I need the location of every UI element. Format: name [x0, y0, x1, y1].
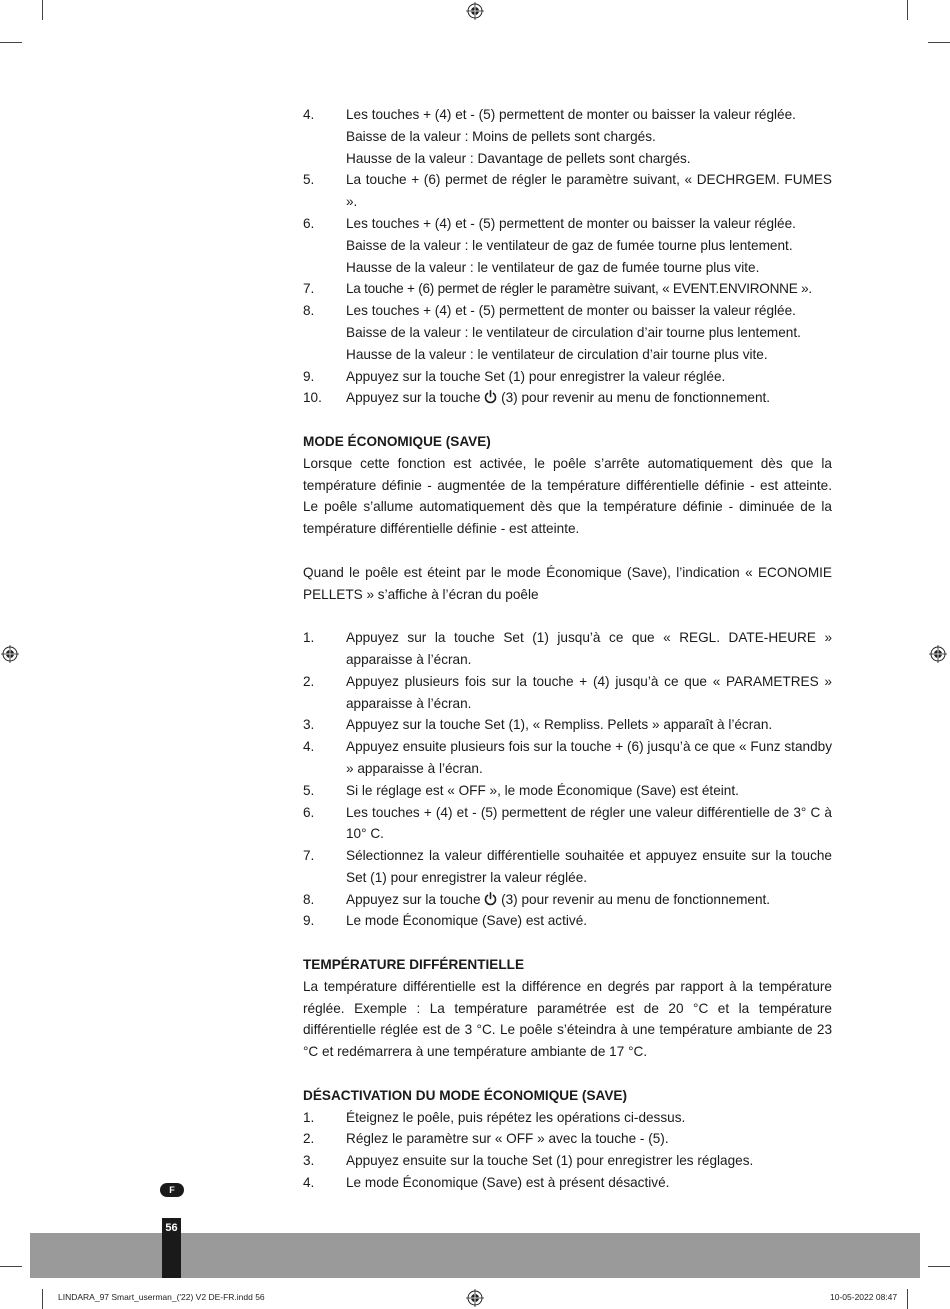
- list-item: [303, 780, 832, 802]
- step-line: Les touches + (4) et - (5) permettent de monter ou baisser la valeur réglée.: [346, 303, 796, 319]
- step-line: Baisse de la valeur : le ventilateur de gaz de fumée tourne plus lentement.: [346, 237, 793, 253]
- section-paragraph: La température différentielle est la différence en degrés par rapport à la température réglée. Exemple : La température paramétrée est de 20 °C et la température différentielle réglée est de 3 °C. Le poêle s’éteindra à une température ambiante de 23 °C et redémarrera à une température ambiante de 17 °C.: [303, 978, 832, 1060]
- list-item: [303, 1128, 832, 1150]
- step-text: Appuyez ensuite sur la touche Set (1) pour enregistrer les réglages.: [346, 1153, 754, 1169]
- crop-mark: [42, 1289, 43, 1309]
- step-text: [346, 104, 832, 169]
- step-text: [346, 889, 832, 911]
- section-heading: TEMPÉRATURE DIFFÉRENTIELLE: [303, 957, 525, 973]
- step-text: Appuyez sur la touche Set (1) jusqu’à ce que « REGL. DATE-HEURE » apparaisse à l’écran.: [346, 630, 832, 667]
- step-number: 8.: [303, 303, 315, 319]
- list-item: [303, 387, 832, 409]
- crop-mark: [928, 1266, 950, 1267]
- step-text-part: (3) pour revenir au menu de fonctionnement.: [497, 891, 771, 907]
- step-text: Les touches + (4) et - (5) permettent de régler une valeur différentielle de 3° C à 10° C.: [346, 804, 832, 842]
- step-text: Appuyez sur la touche Set (1), « Rempliss. Pellets » apparaît à l’écran.: [346, 717, 773, 733]
- step-number: 2.: [303, 673, 315, 689]
- step-text: Appuyez ensuite plusieurs fois sur la touche + (6) jusqu’à ce que « Funz standby » apparaisse à l’écran.: [346, 739, 832, 776]
- list-item: [303, 169, 832, 213]
- step-text-part: Appuyez sur la touche: [346, 390, 485, 406]
- step-number: 6.: [303, 215, 315, 231]
- registration-mark-icon: [466, 1289, 484, 1307]
- step-text: Le mode Économique (Save) est activé.: [346, 913, 588, 929]
- list-item: [303, 802, 832, 846]
- step-text: [346, 300, 832, 365]
- list-item: [303, 671, 832, 715]
- step-line: Les touches + (4) et - (5) permettent de monter ou baisser la valeur réglée.: [346, 215, 796, 231]
- step-number: 5.: [303, 782, 315, 798]
- crop-mark: [0, 42, 22, 43]
- step-line: Hausse de la valeur : Davantage de pellets sont chargés.: [346, 150, 691, 166]
- section-paragraph: Lorsque cette fonction est activée, le poêle s’arrête automatiquement dès que la température définie - augmentée de la température différentielle définie - est atteinte. Le poêle s’allume automatiquement dès que la température définie - diminuée de la température différentielle définie - est atteinte.: [303, 455, 832, 537]
- step-text: La touche + (6) permet de régler le paramètre suivant, « DECHRGEM. FUMES ».: [346, 172, 832, 210]
- step-number: 8.: [303, 891, 315, 907]
- list-item: [303, 366, 832, 388]
- step-number: 9.: [303, 913, 315, 929]
- crop-mark: [907, 0, 908, 20]
- crop-mark: [0, 1266, 22, 1267]
- step-number: 2.: [303, 1131, 315, 1147]
- step-number: 4.: [303, 107, 315, 122]
- step-line: Les touches + (4) et - (5) permettent de monter ou baisser la valeur réglée.: [346, 107, 796, 122]
- step-number: 5.: [303, 172, 315, 188]
- step-text: Appuyez sur la touche Set (1) pour enregistrer la valeur réglée.: [346, 368, 726, 384]
- list-item: [303, 845, 832, 889]
- step-number: 1.: [303, 630, 315, 646]
- step-text: Sélectionnez la valeur différentielle souhaitée et appuyez ensuite sur la touche Set (1) pour enregistrer la valeur réglée.: [346, 848, 832, 885]
- language-badge: F: [160, 1183, 184, 1197]
- step-text: Le mode Économique (Save) est à présent désactivé.: [346, 1175, 670, 1191]
- power-icon: [484, 390, 497, 404]
- page-number: 56: [162, 1218, 181, 1278]
- step-text-part: Appuyez sur la touche: [346, 891, 485, 907]
- crop-mark: [907, 1289, 908, 1309]
- list-item: [303, 627, 832, 671]
- step-number: 3.: [303, 1153, 315, 1169]
- step-number: 1.: [303, 1109, 315, 1125]
- step-number: 3.: [303, 717, 315, 733]
- step-number: 10.: [303, 390, 322, 406]
- list-item: [303, 278, 832, 300]
- section-heading: DÉSACTIVATION DU MODE ÉCONOMIQUE (SAVE): [303, 1087, 627, 1103]
- section-heading: MODE ÉCONOMIQUE (SAVE): [303, 433, 491, 449]
- step-text: Appuyez plusieurs fois sur la touche + (4) jusqu’à ce que « PARAMETRES » apparaisse à l’écran.: [346, 673, 832, 711]
- step-text: [346, 387, 832, 409]
- step-number: 6.: [303, 804, 315, 820]
- step-number: 7.: [303, 281, 315, 297]
- step-text: Réglez le paramètre sur « OFF » avec la touche - (5).: [346, 1131, 669, 1147]
- step-text-part: (3) pour revenir au menu de fonctionnement.: [497, 390, 771, 406]
- registration-mark-icon: [929, 645, 947, 663]
- list-item: [303, 1172, 832, 1194]
- list-item: [303, 213, 832, 278]
- file-slug: LINDARA_97 Smart_userman_('22) V2 DE-FR.indd 56: [58, 1292, 265, 1302]
- date-slug: 10-05-2022 08:47: [830, 1292, 898, 1302]
- step-text: La touche + (6) permet de régler le paramètre suivant, « EVENT.ENVIRONNE ».: [346, 281, 812, 297]
- list-item: [303, 910, 832, 932]
- list-item: [303, 104, 832, 169]
- list-item: [303, 1107, 832, 1129]
- step-number: 7.: [303, 848, 315, 864]
- section-paragraph: Quand le poêle est éteint par le mode Économique (Save), l’indication « ECONOMIE PELLETS » s’affiche à l’écran du poêle: [303, 564, 832, 602]
- registration-mark-icon: [1, 645, 19, 663]
- list-item: [303, 300, 832, 365]
- step-text: Si le réglage est « OFF », le mode Économique (Save) est éteint.: [346, 782, 739, 798]
- power-icon: [484, 892, 497, 906]
- list-item: [303, 1150, 832, 1172]
- crop-mark: [42, 0, 43, 20]
- page-content: [303, 104, 832, 1194]
- step-number: 4.: [303, 739, 315, 755]
- step-line: Hausse de la valeur : le ventilateur de gaz de fumée tourne plus vite.: [346, 259, 760, 275]
- list-item: [303, 714, 832, 736]
- list-item: [303, 889, 832, 911]
- list-item: [303, 736, 832, 780]
- step-line: Baisse de la valeur : Moins de pellets sont chargés.: [346, 128, 656, 144]
- registration-mark-icon: [466, 2, 484, 20]
- step-text: Éteignez le poêle, puis répétez les opérations ci-dessus.: [346, 1109, 686, 1125]
- step-number: 9.: [303, 368, 315, 384]
- step-number: 4.: [303, 1175, 315, 1191]
- crop-mark: [928, 42, 950, 43]
- step-line: Baisse de la valeur : le ventilateur de circulation d’air tourne plus lentement.: [346, 324, 801, 340]
- step-text: [346, 213, 832, 278]
- step-line: Hausse de la valeur : le ventilateur de circulation d’air tourne plus vite.: [346, 346, 768, 362]
